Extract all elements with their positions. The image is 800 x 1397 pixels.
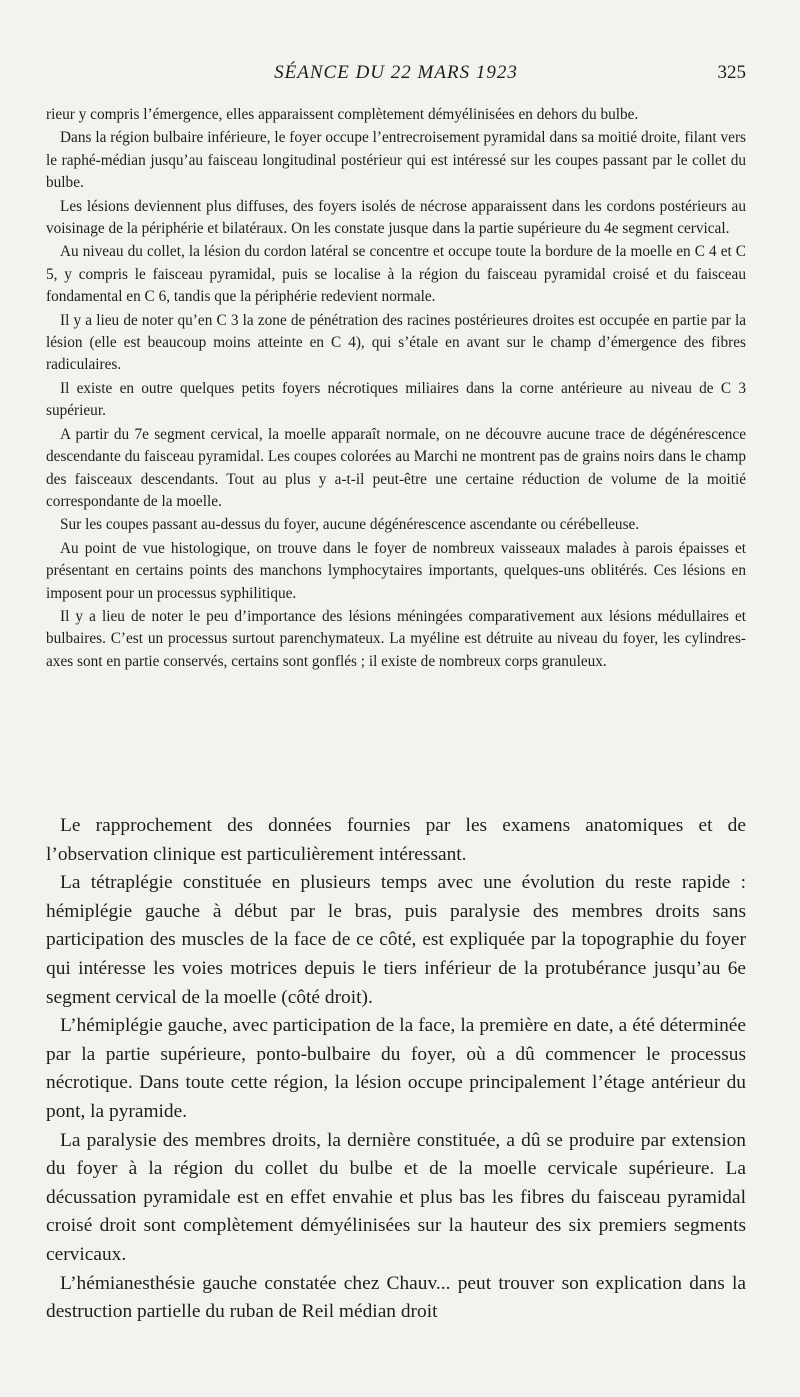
paragraph: La tétraplégie constituée en plusieurs temps avec une évolution du reste rapide : hémiplégie gauche à début par le bras, puis paralysie des membres droits sans participation des muscles de la face de ce côté, est expliquée par la topographie du foyer qui intéresse les voies motrices depuis le tiers inférieur de la protubérance jusqu’au 6e segment cervical de la moelle (côté droit). — [46, 872, 746, 1008]
paragraph: Au niveau du collet, la lésion du cordon latéral se concentre et occupe toute la bordure de la moelle en C 4 et C 5, y compris le faisceau pyramidal, puis se localise à la région du faisceau pyramidal croisé et du faisceau fondamental en C 6, tandis que la périphérie redevient normale. — [46, 243, 746, 306]
main-text-section — [46, 812, 746, 1327]
paragraph: La paralysie des membres droits, la dernière constituée, a dû se produire par extension du foyer à la région du collet du bulbe et de la moelle cervicale supérieure. La décussation pyramidale est en effet envahie et plus bas les fibres du faisceau pyramidal croisé droit sont complètement démyélinisées sur la hauteur des six premiers segments cervicaux. — [46, 1129, 746, 1265]
paragraph: rieur y compris l’émergence, elles apparaissent complètement démyélinisées en dehors du bulbe. — [46, 106, 639, 123]
paragraph: Dans la région bulbaire inférieure, le foyer occupe l’entrecroisement pyramidal dans sa moitié droite, filant vers le raphé-médian jusqu’au faisceau longitudinal postérieur qui est intéressé sur les coupes passant par le collet du bulbe. — [46, 129, 746, 192]
paragraph: Il y a lieu de noter le peu d’importance des lésions méningées comparativement aux lésions médullaires et bulbaires. C’est un processus surtout parenchymateux. La myéline est détruite au niveau du foyer, les cylindres-axes sont en partie conservés, certains sont gonflés ; il existe de nombreux corps granuleux. — [46, 607, 746, 670]
paragraph: L’hémianesthésie gauche constatée chez Chauv... peut trouver son explication dans la destruction partielle du ruban de Reil médian droit — [46, 1272, 746, 1323]
small-print-section — [46, 104, 746, 673]
paragraph: Il existe en outre quelques petits foyers nécrotiques miliaires dans la corne antérieure au niveau de C 3 supérieur. — [46, 379, 746, 420]
paragraph: Le rapprochement des données fournies par les examens anatomiques et de l’observation clinique est particulièrement intéressant. — [46, 815, 746, 865]
paragraph: Au point de vue histologique, on trouve dans le foyer de nombreux vaisseaux malades à parois épaisses et présentant en certains points des manchons lymphocytaires importants, quelques-uns oblitérés. Ces lésions en imposent pour un processus syphilitique. — [46, 539, 746, 602]
paragraph: A partir du 7e segment cervical, la moelle apparaît normale, on ne découvre aucune trace de dégénérescence descendante du faisceau pyramidal. Les coupes colorées au Marchi ne montrent pas de grains noirs dans le champ des faisceaux descendants. Tout au plus y a-t-il peut-être une certaine réduction de volume de la moitié correspondante de la moelle. — [46, 425, 746, 510]
page-header — [46, 62, 746, 92]
paragraph: Sur les coupes passant au-dessus du foyer, aucune dégénérescence ascendante ou cérébelleuse. — [60, 516, 640, 534]
paragraph: L’hémiplégie gauche, avec participation de la face, la première en date, a été déterminée par la partie supérieure, ponto-bulbaire du foyer, où a dû commencer le processus nécrotique. Dans toute cette région, la lésion occupe principalement l’étage antérieur du pont, la pyramide. — [46, 1015, 746, 1122]
paragraph: Il y a lieu de noter qu’en C 3 la zone de pénétration des racines postérieures droites est occupée en partie par la lésion (elle est beaucoup moins atteinte en C 4), qui s’étale en avant sur le champ d’émergence des fibres radiculaires. — [46, 311, 746, 374]
page-number: 325 — [717, 62, 746, 83]
running-title: SÉANCE DU 22 MARS 1923 — [274, 62, 518, 83]
paragraph: Les lésions deviennent plus diffuses, des foyers isolés de nécrose apparaissent dans les cordons postérieurs au voisinage de la périphérie et bilatéraux. On les constate jusque dans la partie supérieure du 4e segment cervical. — [46, 197, 746, 238]
